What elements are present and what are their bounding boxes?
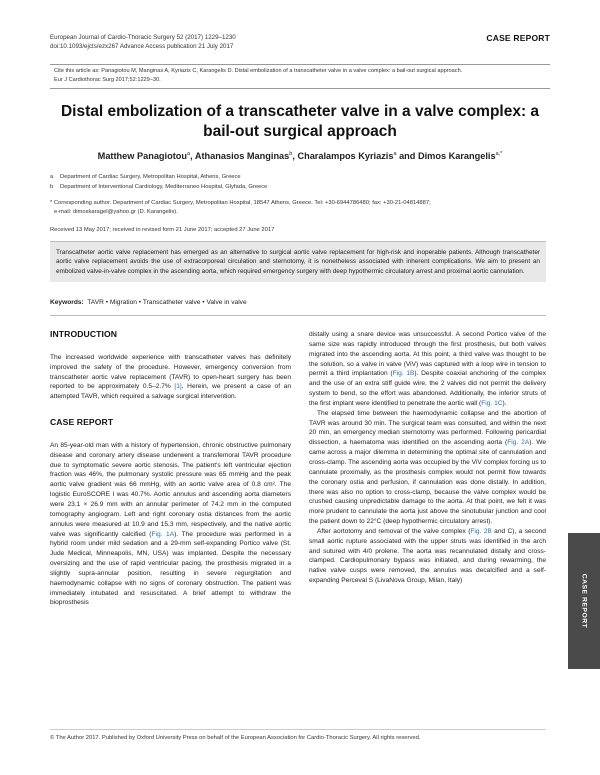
author-list: Matthew Panagiotou$^a$, Athanasios Manginas$^b$, Charalampos Kyriazis$^a$ and Dimos Karangelis$^{a,*}$ xyxy=(97,151,503,162)
citation-line-1: Cite this article as: Panagiotou M, Manginas A, Kyriazis C, Karangelis D. Distal embolization of a transcatheter valve in a valve complex: a bail-out surgical approach. xyxy=(54,68,463,74)
received-dates: Received 13 May 2017; received in revised form 21 June 2017; accepted 27 June 2017 xyxy=(50,227,275,233)
section-side-tab xyxy=(568,533,600,669)
citation-box xyxy=(50,64,550,89)
author-name[interactable]: Matthew Panagiotou xyxy=(97,151,187,162)
corresponding-line-1: * Corresponding author. Department of Cardiac Surgery, Metropolitan Hospital, 18547 Athens, Greece. Tel: +30-6944786480; fax: +30-21-04814887; xyxy=(50,200,431,206)
left-column xyxy=(50,330,291,608)
figure-link[interactable]: Fig. 2B xyxy=(470,527,492,535)
doi-line: doi:10.1093/ejcts/ezx267 Advance Access publication 21 July 2017 xyxy=(50,43,234,50)
body-paragraph: The elapsed time between the haemodynamic collapse and the abortion of TAVR was around 30 min. The surgical team was consulted, and within the next 20 min, an emergency median sternotomy was performed. Following pericardial dissection, a haematoma was identified on the ascending aorta (Fig. 2A). We came across a major dilemma in determining the optimal site of cannulation and cross-clamp. The ascending aorta was occupied by the ViV complex forcing us to cannulate proximally, as the prosthesis complex would not permit flow towards the coronary ostia and perfusion, if cannulation was done distally. In addition, there was also no option to cross-clamp, because the valve complex would be crushed causing unpredictable damage to the aorta. At that point, we felt it was more prudent to cannulate the aorta just above the sinotubular junction and cool the patient down to 22°C (deep hypothermic circulatory arrest). xyxy=(309,409,546,526)
affiliation-sup: a xyxy=(50,174,54,180)
author-sup: a,* xyxy=(495,151,503,157)
citation-line-2: Eur J Cardiothorac Surg 2017;52:1229–30. xyxy=(54,77,161,83)
figure-link[interactable]: Fig. 2A xyxy=(507,439,530,447)
affiliation-text: Department of Interventional Cardiology, Mediterraneo Hospital, Glyfada, Greece xyxy=(60,183,268,190)
article-title: Distal embolization of a transcatheter valve in a valve complex: a bail-out surgical approach xyxy=(60,103,540,140)
figure-link[interactable]: Fig. 1B xyxy=(392,370,415,378)
author-name[interactable]: Charalampos Kyriazis xyxy=(297,151,394,162)
corresponding-email[interactable]: e-mail: dimoskaragel@yahoo.gr (D. Karangelis). xyxy=(54,209,178,215)
abstract-text: Transcatheter aortic valve replacement has emerged as an alternative to surgical aortic valve replacement for high-risk and inoperable patients. Although transcatheter aortic valve replacement avoids the use of extracorporeal circulation and sternotomy, it is nonetheless associated with inherent complications. We aim to present an embolized valve-in-valve complex in the ascending aorta, which required emergency surgery with deep hypothermic circulatory arrest and proximal aortic cannulation. xyxy=(56,249,540,275)
intro-heading: INTRODUCTION xyxy=(50,329,118,339)
corresponding-author xyxy=(50,199,546,217)
author-sup: a xyxy=(393,151,397,157)
author-sup: b xyxy=(289,151,293,157)
copyright-footer: © The Author 2017. Published by Oxford University Press on behalf of the European Association for Cardio-Thoracic Surgery. All rights reserved. xyxy=(50,729,546,741)
affiliations xyxy=(50,173,546,192)
body-paragraph: After aortotomy and removal of the valve complex (Fig. 2B and C), a second small aortic rupture associated with the upper struts was identified in the arch and sutured with 4/0 prolene. The aorta was recannulated distally and cross-clamped. Cardiopulmonary bypass was initiated, and during rewarming, the native valve cusps were removed, the annulus was decalcified and a self-expanding Perceval S (LivaNova Group, Milan, Italy) xyxy=(309,527,546,585)
body-paragraph: distally using a snare device was unsuccessful. A second Portico valve of the same size was rapidly introduced through the first prosthesis, but both valves migrated into the ascending aorta. At this point, a third valve was thought to be the solution, so a valve in valve (ViV) was captured with a loop wire in tension to permit a third implantation (Fig. 1B). Despite coaxial anchoring of the complex and the use of an extra stiff guide wire, the 2 valves did not permit the delivery system to bend, so the effort was abandoned. Additionally, the inferior struts of the first implant were identified to penetrate the aortic wall (Fig. 1C). xyxy=(309,331,546,407)
author-sup: a xyxy=(187,151,191,157)
keywords xyxy=(50,299,247,306)
affiliation-text: Department of Cardiac Surgery, Metropolitan Hospital, Athens, Greece xyxy=(60,174,241,180)
right-column xyxy=(309,330,546,586)
figure-link[interactable]: Fig. 1C xyxy=(481,399,503,407)
journal-line: European Journal of Cardio-Thoracic Surgery 52 (2017) 1229–1230 xyxy=(50,34,236,41)
keywords-items: TAVR • Migration • Transcatheter valve • Valve in valve xyxy=(87,299,247,306)
intro-paragraph: The increased worldwide experience with transcatheter valves has definitely improved the safety of the procedure. However, emergency conversion from transcatheter aortic valve replacement (TAVR) to open-heart surgery has been reported to be approximately 0.5–2.7% [1]. Herein, we present a case of an attempted TAVR, which required a salvage surgical intervention. xyxy=(50,353,291,401)
case-paragraph: An 85-year-old man with a history of hypertension, chronic obstructive pulmonary disease and coronary artery disease underwent a transfemoral TAVR procedure due to symptomatic severe aortic stenosis. The patient's left ventricular ejection fraction was 46%, the pulmonary systolic pressure was 65 mmHg and the peak aortic valve gradient was 66 mmHg, with an aortic valve area of 0.8 cm². The logistic EuroSCORE I was 40.7%. Aortic annulus and ascending aorta diameters were 23.1 × 26.9 mm with an annular perimeter of 74.2 mm in the computed tomography angiogram. Left and right coronary ostia distances from the aortic annulus were measured at 10.9 and 15.3 mm, respectively, and the native aortic valve was significantly calcified (Fig. 1A). The procedure was performed in a hybrid room under mild sedation and a 29-mm self-expanding Portico valve (St. Jude Medical, Minneapolis, MN, USA) was implanted. Despite the necessary oversizing and the use of rapid ventricular pacing, the prosthesis migrated in a slightly supra-annular position, resulting in severe regurgitation and haemodynamic collapse with no signs of coronary obstruction. The patient was immediately intubated and resuscitated. A brief attempt to withdraw the bioprosthesis xyxy=(50,441,291,607)
journal-header xyxy=(50,33,236,51)
affiliation-item xyxy=(50,173,546,183)
affiliation-sup: b xyxy=(50,183,54,190)
reference-link[interactable]: [1] xyxy=(174,383,182,391)
figure-link[interactable]: Fig. 1A xyxy=(151,530,175,538)
case-heading: CASE REPORT xyxy=(50,417,114,428)
divider xyxy=(50,315,546,316)
abstract-box xyxy=(50,241,546,282)
affiliation-item xyxy=(50,183,546,193)
author-name[interactable]: Athanasios Manginas xyxy=(194,151,290,162)
keywords-label: Keywords: xyxy=(50,299,84,306)
article-type-label: CASE REPORT xyxy=(486,33,550,43)
side-tab-label: CASE REPORT xyxy=(580,573,588,629)
author-name[interactable]: Dimos Karangelis xyxy=(417,151,496,162)
